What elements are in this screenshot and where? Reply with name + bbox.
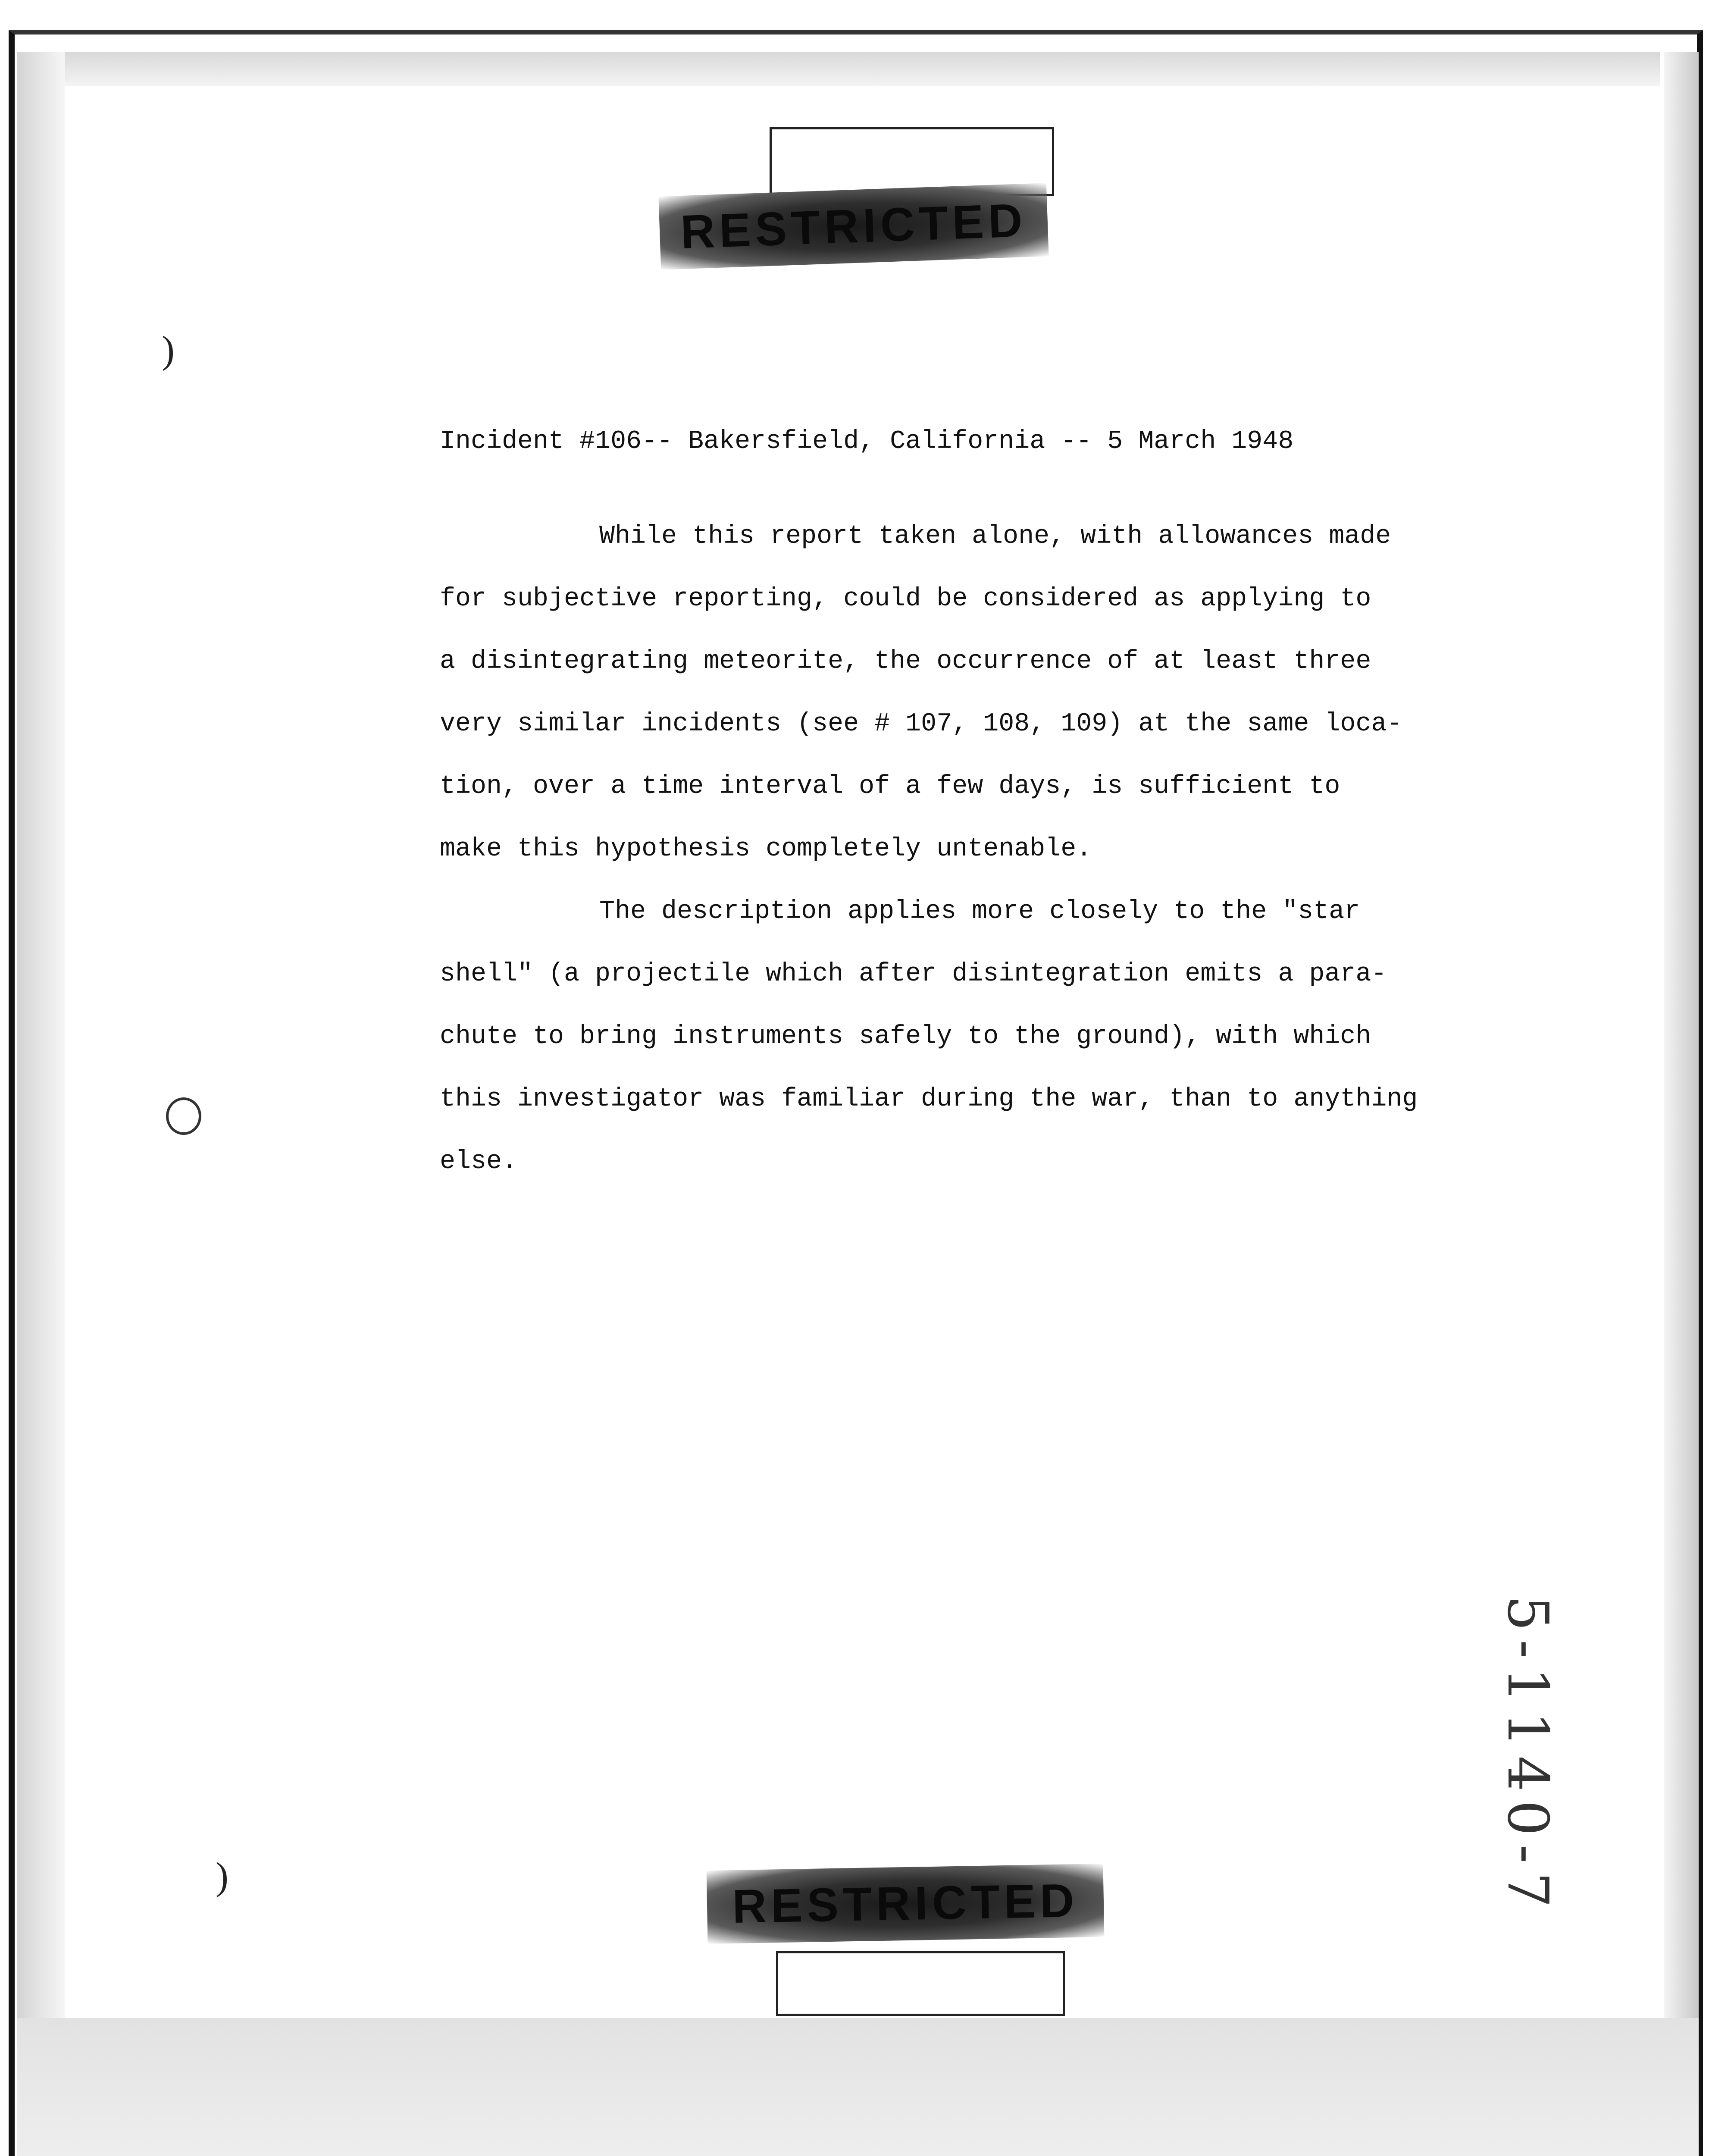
- margin-mark: ): [216, 1855, 228, 1898]
- restricted-stamp-bottom: RESTRICTED: [707, 1864, 1105, 1944]
- margin-mark: ): [162, 329, 175, 371]
- paragraph-1-line: a disintegrating meteorite, the occurrence of at least three: [440, 647, 1371, 676]
- paragraph-1-line: for subjective reporting, could be considered as applying to: [440, 584, 1371, 614]
- paragraph-2-line: chute to bring instruments safely to the ground), with which: [440, 1022, 1371, 1051]
- punch-hole: [166, 1097, 201, 1135]
- paragraph-2-line: else.: [440, 1147, 518, 1176]
- paragraph-1-line: While this report taken alone, with allowances made: [599, 522, 1391, 551]
- incident-heading: Incident #106-- Bakersfield, California -- 5 March 1948: [440, 427, 1294, 456]
- scan-shadow-left: [17, 52, 65, 2018]
- scan-shadow-bottom: [17, 2018, 1699, 2156]
- scan-shadow-top: [65, 52, 1660, 86]
- restricted-stamp-top: RESTRICTED: [658, 183, 1049, 270]
- paragraph-2-line: shell" (a projectile which after disintegration emits a para-: [440, 959, 1387, 989]
- paragraph-1-line: very similar incidents (see # 107, 108, 109) at the same loca-: [440, 709, 1402, 739]
- handwritten-file-number: 5-1140-7: [1495, 1595, 1561, 1917]
- paragraph-2-line: this investigator was familiar during the war, than to anything: [440, 1084, 1418, 1114]
- paragraph-1-line: make this hypothesis completely untenable.: [440, 834, 1092, 864]
- paragraph-1-line: tion, over a time interval of a few days, is sufficient to: [440, 772, 1340, 801]
- scan-shadow-right: [1664, 52, 1699, 2018]
- paragraph-2-line: The description applies more closely to the "star: [599, 897, 1360, 926]
- stamp-box-bottom: [776, 1951, 1065, 2016]
